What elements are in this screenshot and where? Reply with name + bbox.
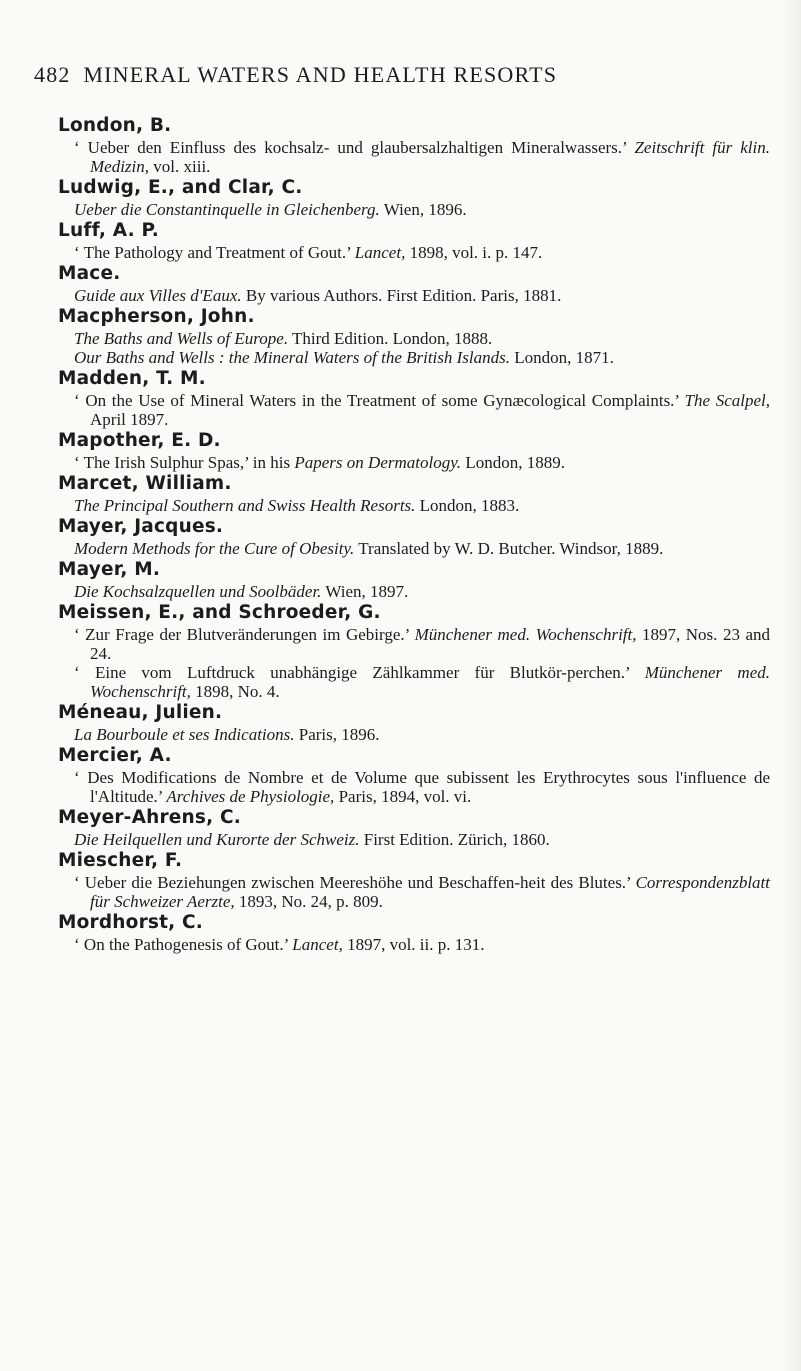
reference-title: Guide aux Villes d'Eaux. bbox=[74, 286, 242, 305]
entry-reference bbox=[74, 768, 770, 806]
reference-text: By various Authors. First Edition. Paris, 1881. bbox=[241, 286, 562, 305]
entry-author: Miescher, F. bbox=[58, 850, 183, 871]
reference-title: Münchener med. Wochenschrift, bbox=[90, 663, 770, 701]
entry-author: Meissen, E., and Schroeder, G. bbox=[58, 602, 381, 623]
entry-reference bbox=[74, 873, 770, 911]
entry-author: Ludwig, E., and Clar, C. bbox=[58, 177, 303, 198]
entry-author: Méneau, Julien. bbox=[58, 702, 223, 723]
reference-text: 1898, vol. i. p. 147. bbox=[405, 243, 543, 262]
reference-text: London, 1889. bbox=[461, 453, 565, 472]
bibliography-entry bbox=[58, 114, 770, 176]
entry-reference bbox=[74, 138, 770, 176]
reference-text: London, 1871. bbox=[510, 348, 614, 367]
reference-title: Münchener med. Wochenschrift, bbox=[414, 625, 637, 644]
bibliography-list bbox=[58, 114, 770, 954]
reference-text: Translated by W. D. Butcher. Windsor, 1889. bbox=[354, 539, 664, 558]
reference-title: Modern Methods for the Cure of Obesity. bbox=[74, 539, 355, 558]
bibliography-entry bbox=[58, 429, 770, 472]
reference-title: The Principal Southern and Swiss Health Resorts. bbox=[74, 496, 416, 515]
bibliography-entry bbox=[58, 849, 770, 911]
bibliography-entry bbox=[58, 911, 770, 954]
bibliography-entry bbox=[58, 701, 770, 744]
reference-text: 1897, Nos. 23 and 24. bbox=[90, 625, 771, 663]
reference-text: 1893, No. 24, p. 809. bbox=[234, 892, 383, 911]
reference-title: Lancet, bbox=[292, 935, 343, 954]
entry-reference bbox=[74, 286, 770, 305]
running-title: MINERAL WATERS AND HEALTH RESORTS bbox=[83, 62, 558, 87]
reference-text: ‘ On the Pathogenesis of Gout.’ bbox=[74, 935, 293, 954]
bibliography-entry bbox=[58, 305, 770, 367]
entry-reference bbox=[74, 243, 770, 262]
entry-author: Mayer, Jacques. bbox=[58, 516, 224, 537]
entry-author: Macpherson, John. bbox=[58, 306, 255, 327]
entry-author: Mace. bbox=[58, 263, 121, 284]
reference-title: Die Heilquellen und Kurorte der Schweiz. bbox=[74, 830, 360, 849]
page-number: 482 bbox=[34, 62, 71, 87]
reference-title: Lancet, bbox=[354, 243, 406, 262]
reference-title: Zeitschrift für klin. Medizin, bbox=[90, 138, 770, 176]
entry-reference bbox=[74, 539, 770, 558]
entry-reference bbox=[74, 830, 770, 849]
reference-text: ‘ Des Modifications de Nombre et de Volume que subissent les Erythrocytes sous l'influence de l'Altitude.’ bbox=[74, 768, 770, 806]
reference-title: Archives de Physiologie, bbox=[166, 787, 335, 806]
bibliography-entry bbox=[58, 601, 770, 701]
reference-text: 1897, vol. ii. p. 131. bbox=[342, 935, 485, 954]
reference-text: Wien, 1896. bbox=[379, 200, 467, 219]
entry-reference bbox=[74, 329, 770, 348]
entry-author: Mayer, M. bbox=[58, 559, 161, 580]
entry-reference bbox=[74, 391, 770, 429]
reference-text: Third Edition. London, 1888. bbox=[288, 329, 493, 348]
bibliography-entry bbox=[58, 219, 770, 262]
reference-text: London, 1883. bbox=[415, 496, 520, 515]
entry-reference bbox=[74, 935, 770, 954]
entry-reference bbox=[74, 725, 770, 744]
entry-author: London, B. bbox=[58, 115, 172, 136]
reference-text: ‘ Eine vom Luftdruck unabhängige Zählkammer für Blutkör-perchen.’ bbox=[74, 663, 645, 682]
reference-title: La Bourboule et ses Indications. bbox=[74, 725, 295, 744]
entry-reference bbox=[74, 582, 770, 601]
entry-reference bbox=[74, 496, 770, 515]
entry-author: Mercier, A. bbox=[58, 745, 172, 766]
bibliography-entry bbox=[58, 472, 770, 515]
entry-reference bbox=[74, 453, 770, 472]
entry-reference bbox=[74, 663, 770, 701]
entry-author: Meyer-Ahrens, C. bbox=[58, 807, 241, 828]
reference-text: Wien, 1897. bbox=[321, 582, 409, 601]
reference-text: ‘ The Irish Sulphur Spas,’ in his bbox=[74, 453, 295, 472]
reference-text: ‘ Zur Frage der Blutveränderungen im Gebirge.’ bbox=[74, 625, 415, 644]
running-head bbox=[34, 62, 754, 88]
reference-text: ‘ Ueber die Beziehungen zwischen Meereshöhe und Beschaffen-heit des Blutes.’ bbox=[74, 873, 636, 892]
bibliography-entry bbox=[58, 515, 770, 558]
entry-author: Marcet, William. bbox=[58, 473, 232, 494]
reference-text: ‘ The Pathology and Treatment of Gout.’ bbox=[74, 243, 355, 262]
bibliography-entry bbox=[58, 262, 770, 305]
entry-reference bbox=[74, 200, 770, 219]
reference-title: The Baths and Wells of Europe. bbox=[74, 329, 289, 348]
page-edge-shadow bbox=[783, 0, 801, 1371]
entry-author: Mordhorst, C. bbox=[58, 912, 204, 933]
reference-text: ‘ On the Use of Mineral Waters in the Treatment of some Gynæcological Complaints.’ bbox=[74, 391, 685, 410]
reference-text: Paris, 1896. bbox=[294, 725, 380, 744]
entry-reference bbox=[74, 348, 770, 367]
entry-author: Madden, T. M. bbox=[58, 368, 206, 389]
bibliography-entry bbox=[58, 558, 770, 601]
reference-title: Ueber die Constantinquelle in Gleichenberg. bbox=[74, 200, 380, 219]
reference-text: 1898, No. 4. bbox=[190, 682, 280, 701]
bibliography-entry bbox=[58, 176, 770, 219]
reference-title: The Scalpel, bbox=[684, 391, 770, 410]
reference-title: Die Kochsalzquellen und Soolbäder. bbox=[74, 582, 322, 601]
reference-text: Paris, 1894, vol. vi. bbox=[334, 787, 472, 806]
reference-title: Our Baths and Wells : the Mineral Waters of the British Islands. bbox=[74, 348, 511, 367]
bibliography-entry bbox=[58, 367, 770, 429]
entry-reference bbox=[74, 625, 770, 663]
entry-author: Mapother, E. D. bbox=[58, 430, 221, 451]
bibliography-entry bbox=[58, 806, 770, 849]
entry-author: Luff, A. P. bbox=[58, 220, 160, 241]
reference-title: Correspondenzblatt für Schweizer Aerzte, bbox=[90, 873, 770, 911]
reference-text: April 1897. bbox=[90, 410, 169, 429]
reference-title: Papers on Dermatology. bbox=[294, 453, 462, 472]
reference-text: vol. xiii. bbox=[149, 157, 211, 176]
bibliography-entry bbox=[58, 744, 770, 806]
reference-text: ‘ Ueber den Einfluss des kochsalz- und glaubersalzhaltigen Mineralwassers.’ bbox=[74, 138, 635, 157]
reference-text: First Edition. Zürich, 1860. bbox=[359, 830, 550, 849]
